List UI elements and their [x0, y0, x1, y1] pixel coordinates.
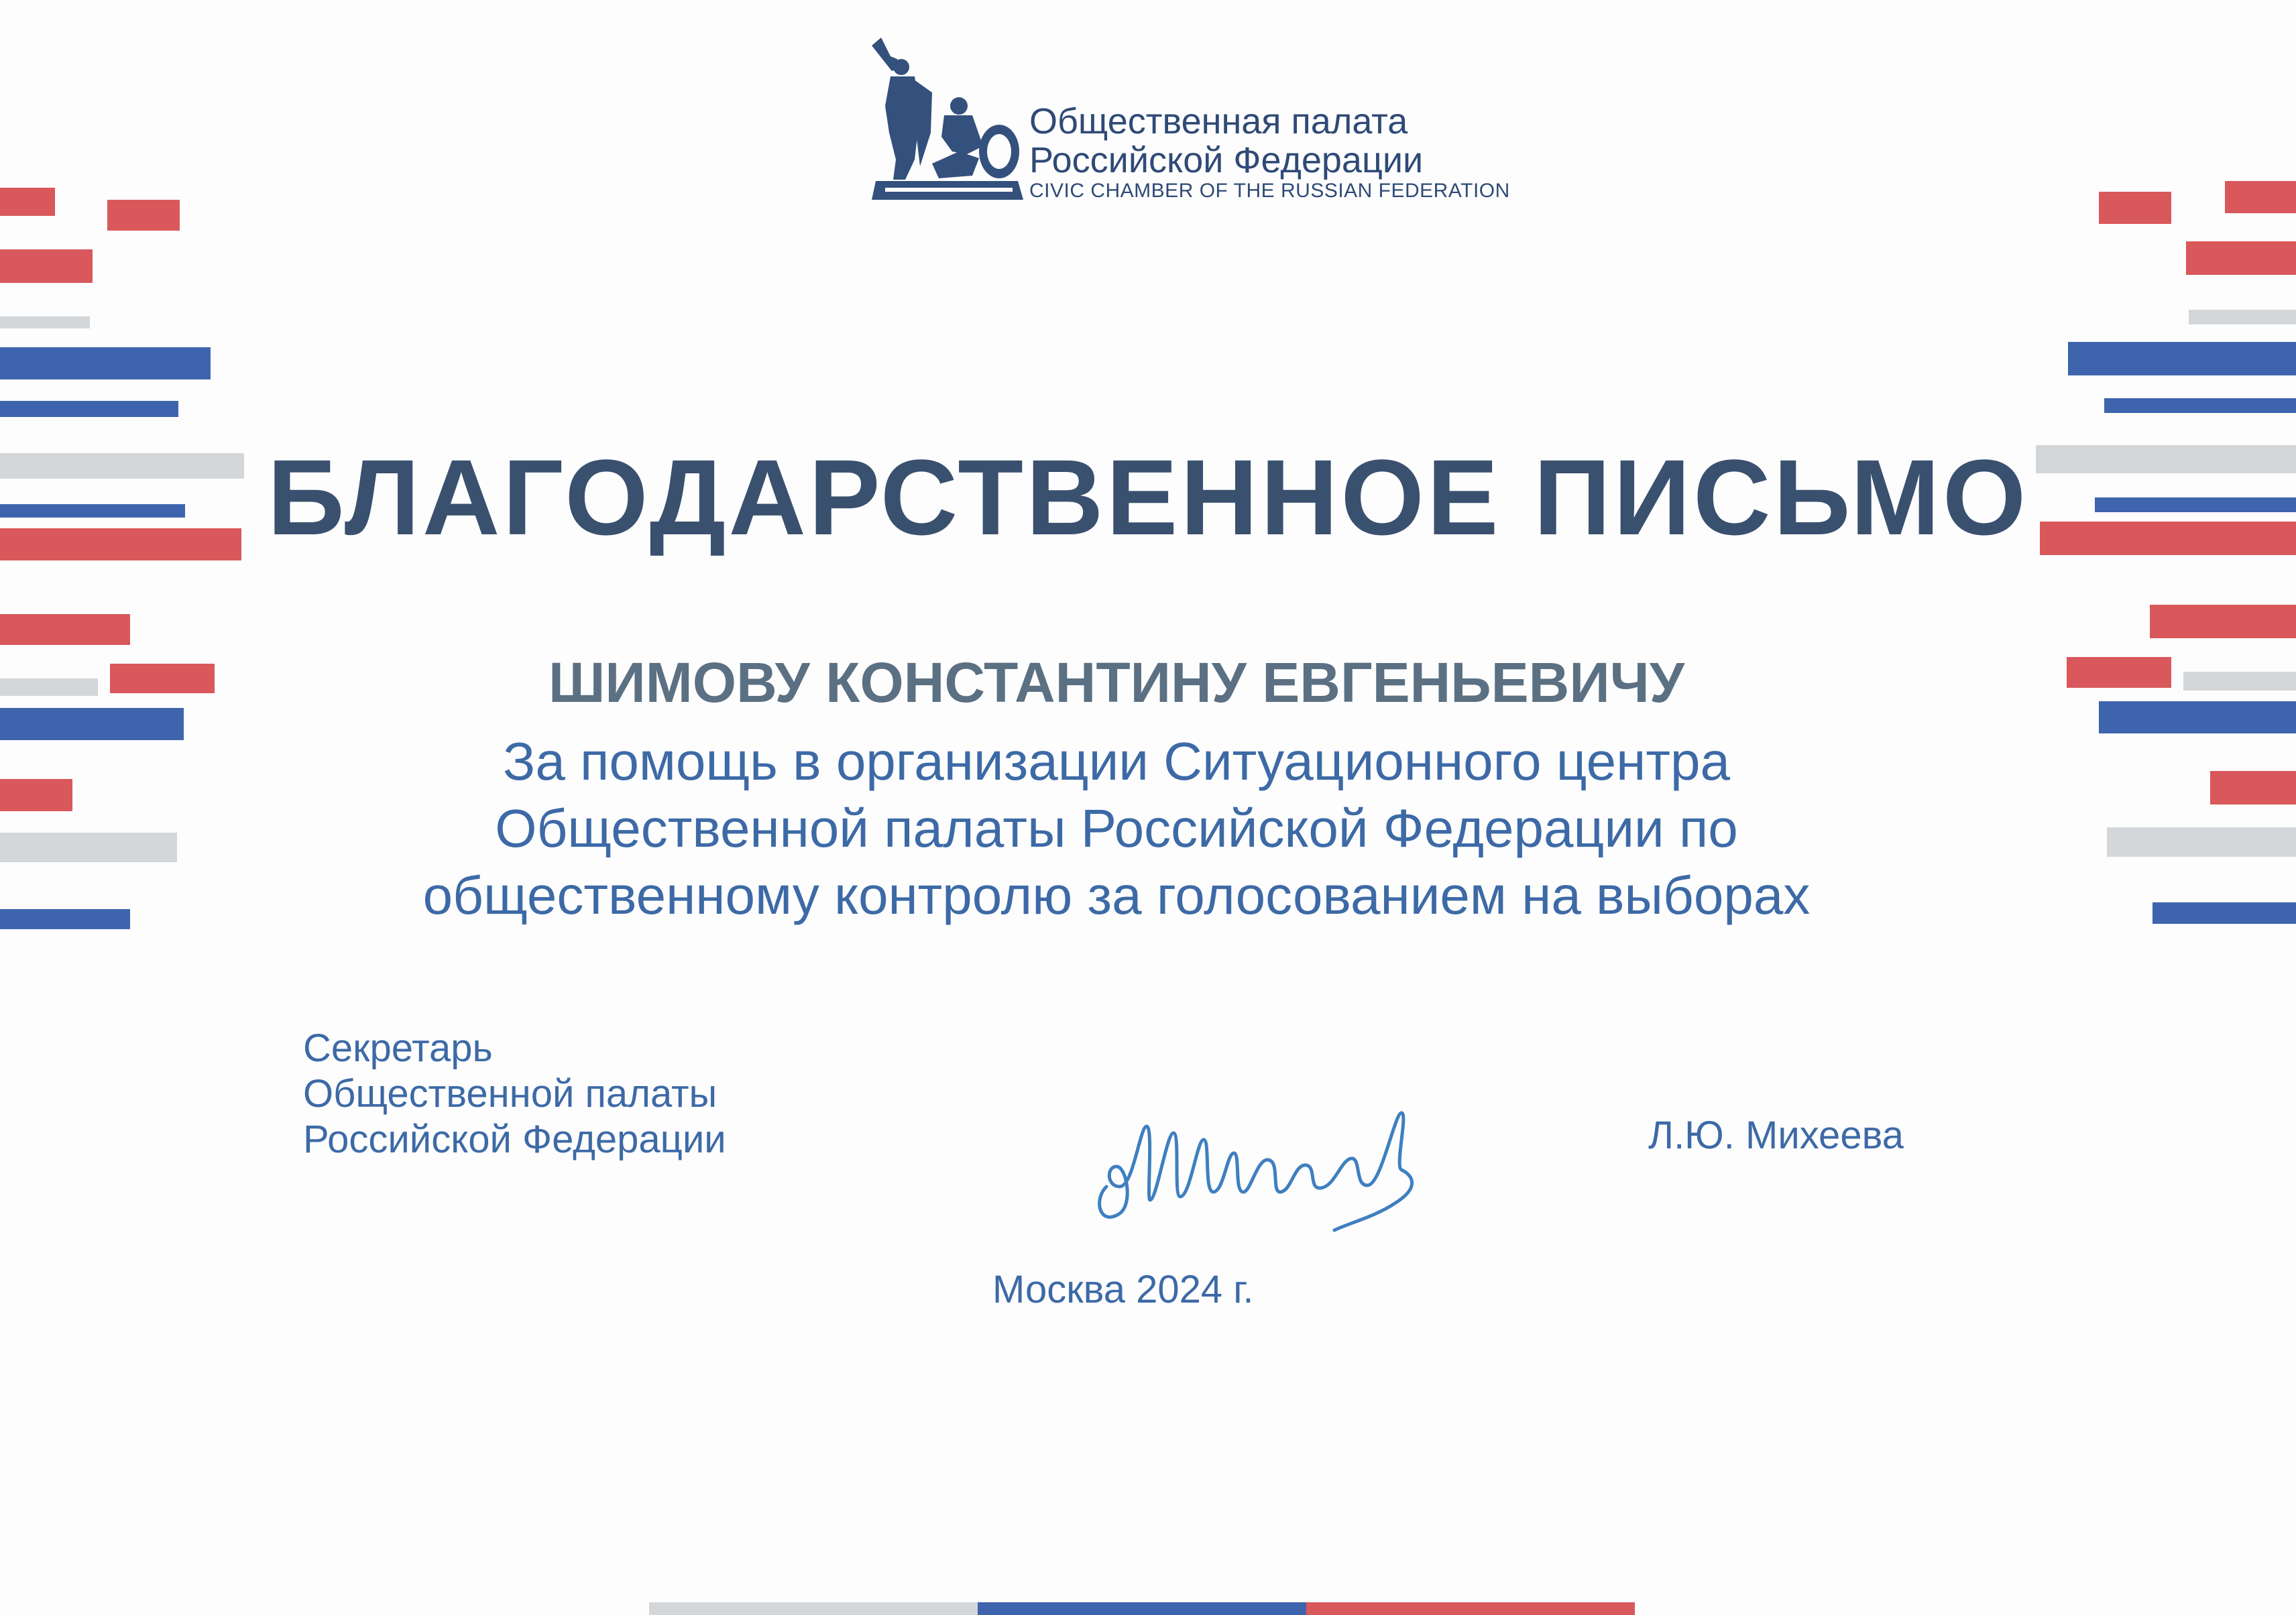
signatory-position-line: Российской Федерации: [303, 1118, 726, 1161]
organization-name-english: CIVIC CHAMBER OF THE RUSSIAN FEDERATION: [1029, 180, 1510, 202]
bottom-tricolor-band: [649, 1602, 1635, 1615]
reason-line: За помощь в организации Ситуационного центра: [503, 731, 1730, 791]
stripe-red: [0, 614, 130, 645]
signatory-position-line: Общественной палаты: [303, 1072, 718, 1116]
band-blue-segment: [978, 1602, 1306, 1615]
document-title: БЛАГОДАРСТВЕННОЕ ПИСЬМО: [267, 437, 2029, 557]
organization-name-line-1: Общественная палата: [1029, 101, 1408, 141]
stripe-red: [2150, 605, 2296, 638]
stripe-red: [2225, 181, 2296, 213]
reason-line: общественному контролю за голосованием на выборах: [422, 865, 1811, 925]
reason-line: Общественной палаты Российской Федерации по: [495, 798, 1738, 858]
stripe-red: [0, 188, 55, 216]
organization-logo: [858, 27, 1510, 208]
organization-name-line-2: Российской Федерации: [1029, 140, 1424, 180]
stripe-gray: [2189, 310, 2296, 324]
signatory-name: Л.Ю. Михеева: [1648, 1114, 1904, 1157]
signatory-position-line: Секретарь: [303, 1026, 493, 1070]
handwritten-signature: [1080, 1086, 1428, 1240]
band-red-segment: [1306, 1602, 1635, 1615]
stripe-blue: [2104, 398, 2296, 413]
stripe-red: [107, 200, 180, 231]
stripe-blue: [2068, 342, 2296, 375]
stripe-red: [2099, 192, 2171, 224]
monument-emblem-icon: [858, 32, 1039, 206]
band-gray-segment: [649, 1602, 978, 1615]
stripe-blue: [0, 401, 178, 417]
stripe-red: [2186, 241, 2296, 275]
place-and-date: Москва 2024 г.: [992, 1268, 1254, 1311]
stripe-gray: [0, 316, 90, 328]
recipient-name: ШИМОВУ КОНСТАНТИНУ ЕВГЕНЬЕВИЧУ: [549, 651, 1684, 714]
stripe-red: [0, 249, 93, 283]
stripe-blue: [0, 347, 211, 379]
